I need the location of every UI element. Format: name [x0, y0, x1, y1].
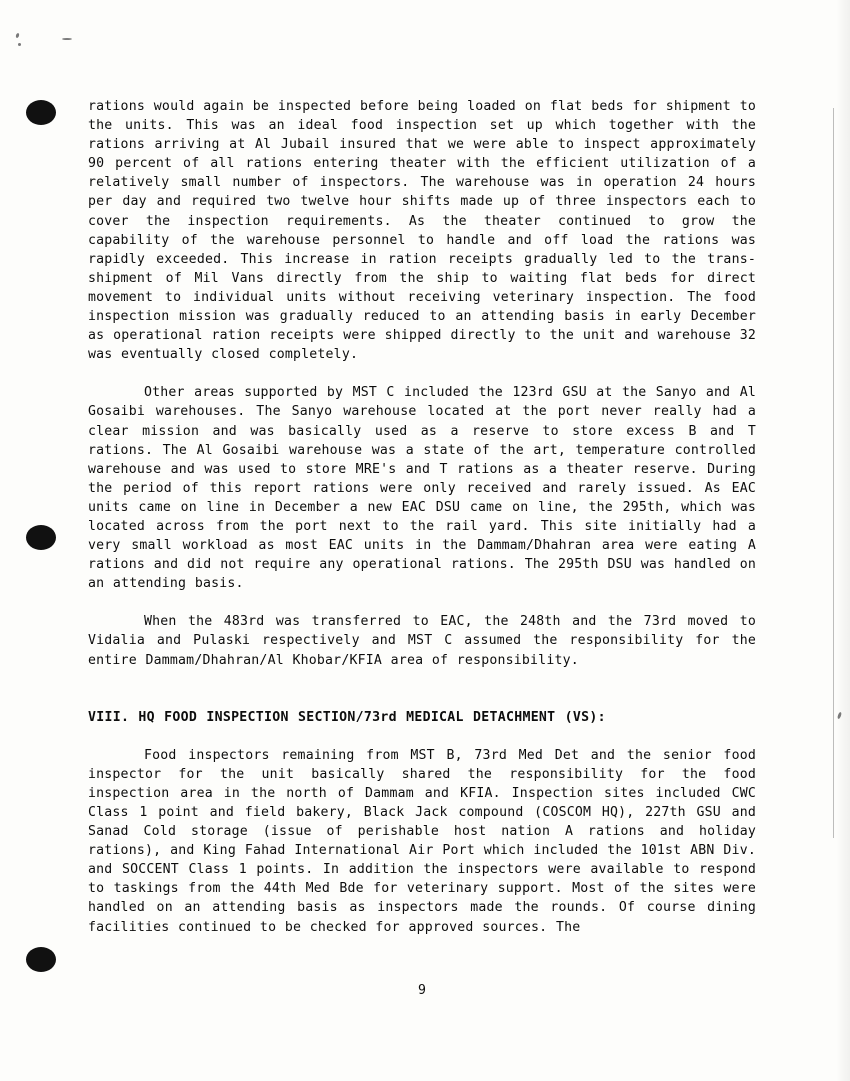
paragraph-4: Food inspectors remaining from MST B, 73rd Med Det and the senior food inspector for the unit basically shared the responsibility for the food inspection area in the north of Dammam and KFIA. Inspection sites included CWC Class 1 point and field bakery, Black Jack compound (COSCOM HQ), 227th GSU and Sanad Cold storage (issue of perishable host nation A rations and holiday rations), and King Fahad International Air Port which included the 101st ABN Div. and SOCCENT Class 1 points. In addition the inspectors were available to respond to taskings from the 44th Med Bde for veterinary support. Most of the sites were handled on an attending basis as inspectors made the rounds. Of course dining facilities continued to be checked for approved sources. The — [88, 747, 756, 935]
binder-hole-mark — [26, 947, 56, 972]
page-number: 9 — [418, 983, 426, 998]
paragraph-2: Other areas supported by MST C included the 123rd GSU at the Sanyo and Al Gosaibi warehouses. The Sanyo warehouse located at the port never really had a clear mission and was basically used as a reserve to store excess B and T rations. The Al Gosaibi warehouse was a state of the art, temperature controlled warehouse and was used to store MRE's and T rations as a theater reserve. During the period of this report rations were only received and rarely issued. As EAC units came on line in December a new EAC DSU came on line, the 295th, which was located across from the port next to the rail yard. This site initially had a very small workload as most EAC units in the Dammam/Dhahran area were eating A rations and did not require any operational rations. The 295th DSU was handled on an attending basis. — [88, 385, 756, 592]
section-heading-wrapper — [88, 708, 756, 727]
document-body — [88, 97, 756, 998]
scan-artifact-speck — [15, 33, 19, 39]
binder-hole-mark — [26, 100, 56, 125]
scan-artifact-speck — [62, 38, 72, 40]
page-edge-shadow — [836, 0, 850, 1081]
page-edge-line — [833, 108, 834, 838]
paragraph-1: rations would again be inspected before being loaded on flat beds for shipment to the units. This was an ideal food inspection set up which together with the rations arriving at Al Jubail insured that we were able to inspect approximately 90 percent of all rations entering theater with the efficient utilization of a relatively small number of inspectors. The warehouse was in operation 24 hours per day and required two twelve hour shifts made up of three inspectors each to cover the inspection requirements. As the theater continued to grow the capability of the warehouse personnel to handle and off load the rations was rapidly exceeded. This increase in ration receipts gradually led to the trans-shipment of Mil Vans directly from the ship to waiting flat beds for direct movement to individual units without receiving veterinary inspection. The food inspection mission was gradually reduced to an attending basis in early December as operational ration receipts were shipped directly to the unit and warehouse 32 was eventually closed completely. — [88, 99, 756, 363]
paragraph-3: When the 483rd was transferred to EAC, the 248th and the 73rd moved to Vidalia and Pulaski respectively and MST C assumed the responsibility for the entire Dammam/Dhahran/Al Khobar/KFIA area of responsibility. — [88, 614, 756, 668]
binder-hole-mark — [26, 525, 56, 550]
section-heading: VIII. HQ FOOD INSPECTION SECTION/73rd MEDICAL DETACHMENT (VS): — [88, 709, 606, 725]
scan-artifact-speck — [18, 43, 21, 46]
